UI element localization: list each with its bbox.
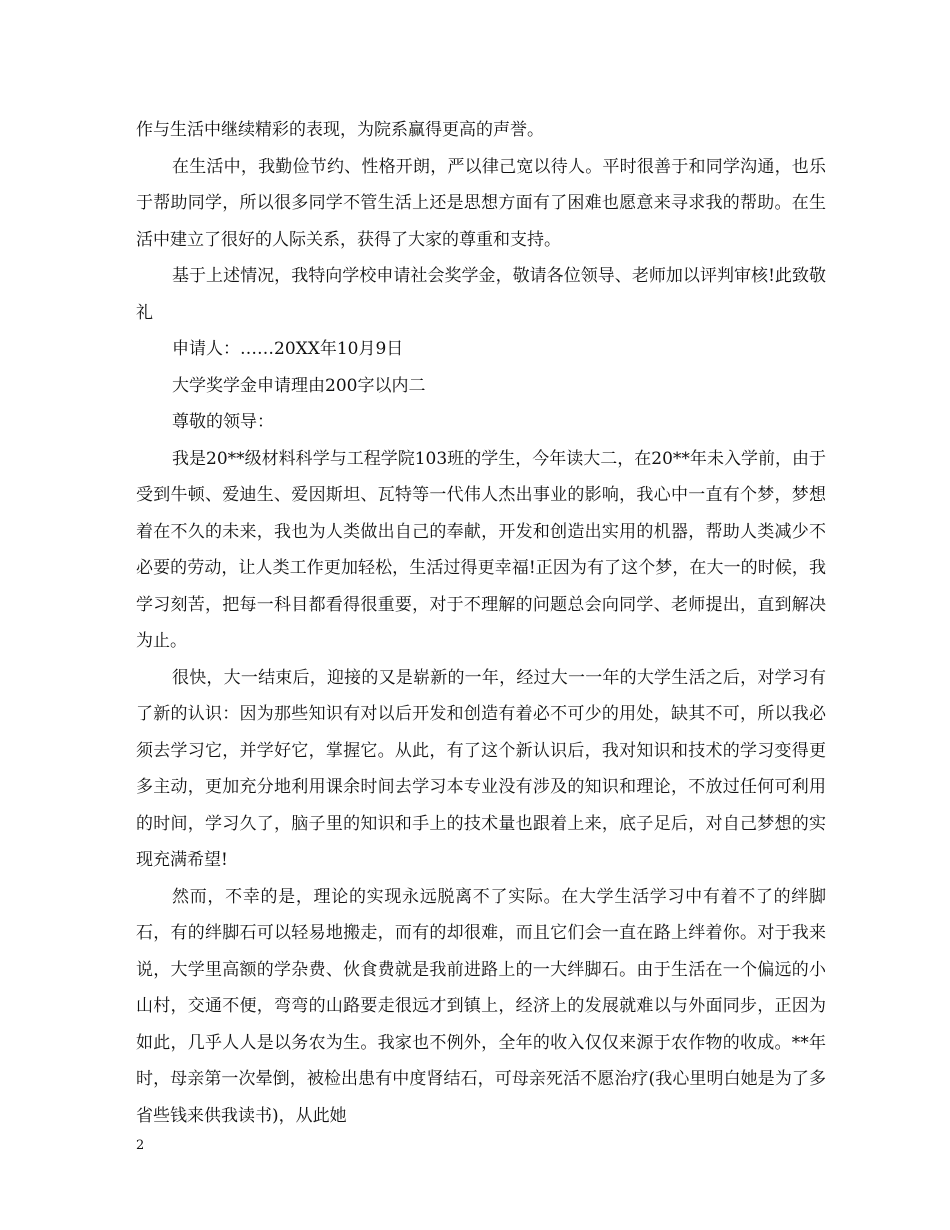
- salutation: 尊敬的领导：: [172, 412, 274, 432]
- paragraph: 然而，不幸的是，理论的实现永远脱离不了实际。在大学生活学习中有着不了的绊脚石，有的绊脚石可以轻易地搬走，而有的却很难，而且它们会一直在路上绊着你。对于我来说，大学里高额的学杂费、伙食费就是我前进路上的一大绊脚石。由于生活在一个偏远的小山村，交通不便，弯弯的山路要走很远才到镇上，经济上的发展就难以与外面同步，正因为如此，几乎人人是以务农为生。我家也不例外，全年的收入仅仅来源于农作物的收成。**年时，母亲第一次晕倒，被检出患有中度肾结石，可母亲死活不愿治疗(我心里明白她是为了多省些钱来供我读书)，从此她: [136, 886, 826, 1126]
- page-number: 2: [136, 1138, 145, 1153]
- paragraph: 作与生活中继续精彩的表现，为院系赢得更高的声誉。: [136, 120, 544, 140]
- paragraph: 在生活中，我勤俭节约、性格开朗，严以律己宽以待人。平时很善于和同学沟通，也乐于帮助同学，所以很多同学不管生活上还是思想方面有了困难也愿意来寻求我的帮助。在生活中建立了很好的人际关系，获得了大家的尊重和支持。: [136, 156, 826, 250]
- paragraph: 我是20**级材料科学与工程学院103班的学生，今年读大二，在20**年未入学前，由于受到牛顿、爱迪生、爱因斯坦、瓦特等一代伟人杰出事业的影响，我心中一直有个梦，梦想着在不久的未来，我也为人类做出自己的奉献，开发和创造出实用的机器，帮助人类减少不必要的劳动，让人类工作更加轻松，生活过得更幸福!正因为有了这个梦，在大一的时候，我学习刻苦，把每一科目都看得很重要，对于不理解的问题总会向同学、老师提出，直到解决为止。: [136, 448, 826, 651]
- section-title: 大学奖学金申请理由200字以内二: [172, 375, 426, 396]
- paragraph: 很快，大一结束后，迎接的又是崭新的一年，经过大一一年的大学生活之后，对学习有了新的认识：因为那些知识有对以后开发和创造有着必不可少的用处，缺其不可，所以我必须去学习它，并学好它，掌握它。从此，有了这个新认识后，我对知识和技术的学习变得更多主动，更加充分地利用课余时间去学习本专业没有涉及的知识和理论，不放过任何可利用的时间，学习久了，脑子里的知识和手上的技术量也跟着上来，底子足后，对自己梦想的实现充满希望!: [136, 667, 826, 870]
- body-text: [136, 112, 826, 1134]
- paragraph: 基于上述情况，我特向学校申请社会奖学金，敬请各位领导、老师加以评判审核!此致敬礼: [136, 266, 826, 323]
- applicant-signature-line: 申请人：……20XX年10月9日: [172, 339, 404, 359]
